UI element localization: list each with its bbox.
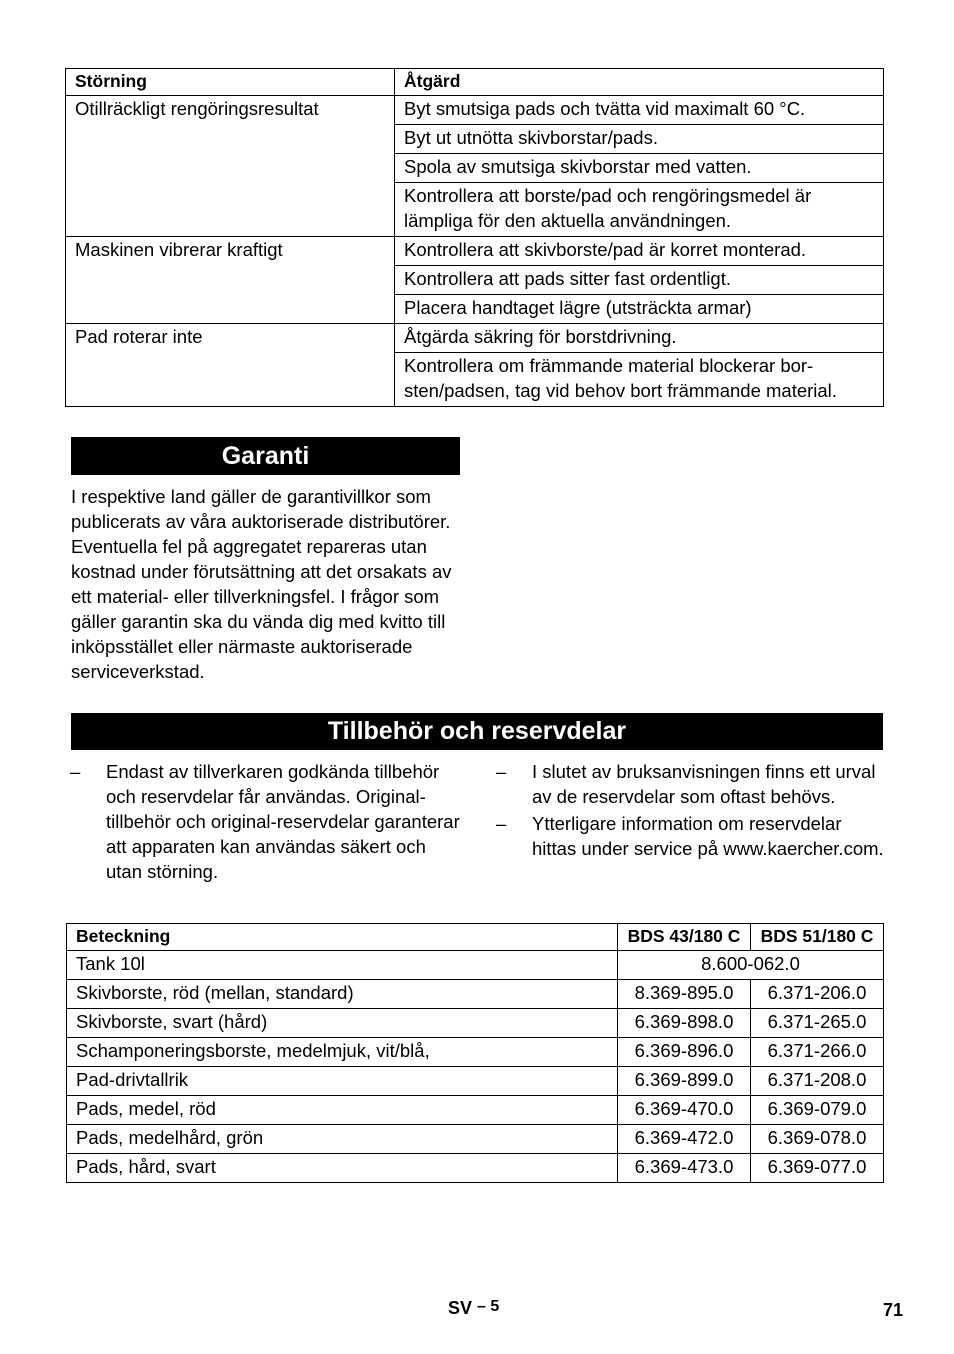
table-row	[67, 1038, 884, 1067]
part-number-cell: 6.369-472.0	[618, 1125, 751, 1154]
list-item	[494, 759, 886, 809]
part-number-cell: 6.369-896.0	[618, 1038, 751, 1067]
remedy-cell: Kontrollera att borste/pad och rengöringsmedel är lämpliga för den aktuella användningen.	[395, 183, 884, 237]
remedy-cell: Byt ut utnötta skivborstar/pads.	[395, 125, 884, 154]
table-row	[67, 980, 884, 1009]
table-row	[66, 96, 884, 125]
bullet-dash: –	[496, 813, 507, 834]
table-row	[67, 951, 884, 980]
model-1-column-header: BDS 43/180 C	[618, 924, 751, 951]
part-number-cell: 6.371-266.0	[751, 1038, 884, 1067]
footer-language: SV	[448, 1298, 473, 1318]
table-header-row	[67, 924, 884, 951]
part-number-cell: 8.369-895.0	[618, 980, 751, 1009]
part-name-cell: Skivborste, svart (hård)	[67, 1009, 618, 1038]
part-number-cell: 6.369-079.0	[751, 1096, 884, 1125]
accessories-right-list	[494, 759, 886, 863]
page-number: 71	[883, 1300, 904, 1320]
model-2-column-header: BDS 51/180 C	[751, 924, 884, 951]
accessories-left-list	[68, 759, 460, 886]
footer-section-label	[448, 1298, 499, 1319]
table-row	[66, 324, 884, 353]
part-name-cell: Pad-drivtallrik	[67, 1067, 618, 1096]
part-name-cell: Pads, medel, röd	[67, 1096, 618, 1125]
warranty-text: I respektive land gäller de garantivillkor som publicerats av våra auktoriserade distributörer. Eventuella fel på aggregatet repareras utan kostnad under förutsättning att det orsakats av ett material- eller tillverkningsfel. I frågor som gäller garantin ska du vända dig med kvitto till inköpsstället eller närmaste auktoriserade serviceverkstad.	[71, 486, 452, 682]
fault-column-header: Störning	[66, 69, 395, 96]
part-number-cell: 6.369-899.0	[618, 1067, 751, 1096]
part-number-cell: 6.369-077.0	[751, 1154, 884, 1183]
part-number-cell: 6.371-206.0	[751, 980, 884, 1009]
remedy-cell: Byt smutsiga pads och tvätta vid maximalt 60 °C.	[395, 96, 884, 125]
remedy-cell: Spola av smutsiga skivborstar med vatten.	[395, 154, 884, 183]
remedy-column-header: Åtgärd	[395, 69, 884, 96]
remedy-cell: Kontrollera att pads sitter fast ordentligt.	[395, 266, 884, 295]
part-name-cell: Pads, medelhård, grön	[67, 1125, 618, 1154]
bullet-dash: –	[496, 761, 507, 782]
table-row	[66, 237, 884, 266]
table-header-row	[66, 69, 884, 96]
name-column-header: Beteckning	[67, 924, 618, 951]
remedy-cell: Placera handtaget lägre (utsträckta armar)	[395, 295, 884, 324]
list-item-text: I slutet av bruksanvisningen finns ett urval av de reservdelar som oftast behövs.	[532, 761, 876, 807]
list-item-text: Ytterligare information om reservdelar hittas under service på www.kaercher.com.	[532, 813, 884, 859]
warranty-heading: Garanti	[71, 437, 460, 475]
remedy-cell: Kontrollera att skivborste/pad är korret monterad.	[395, 237, 884, 266]
part-name-cell: Schamponeringsborste, medelmjuk, vit/blå,	[67, 1038, 618, 1067]
part-name-cell: Skivborste, röd (mellan, standard)	[67, 980, 618, 1009]
footer-section-page: – 5	[477, 1298, 500, 1315]
table-row	[67, 1154, 884, 1183]
part-number-cell: 6.371-265.0	[751, 1009, 884, 1038]
part-number-cell: 6.369-473.0	[618, 1154, 751, 1183]
fault-cell: Maskinen vibrerar kraftigt	[66, 237, 395, 324]
list-item	[494, 811, 886, 861]
part-number-cell: 6.371-208.0	[751, 1067, 884, 1096]
part-number-cell: 6.369-898.0	[618, 1009, 751, 1038]
remedy-cell: Kontrollera om främmande material blockerar bor-sten/padsen, tag vid behov bort främmande material.	[395, 353, 884, 407]
troubleshooting-table	[65, 68, 884, 407]
bullet-dash: –	[70, 761, 81, 782]
parts-table	[66, 923, 884, 1183]
part-number-cell: 6.369-470.0	[618, 1096, 751, 1125]
part-name-cell: Pads, hård, svart	[67, 1154, 618, 1183]
fault-cell: Pad roterar inte	[66, 324, 395, 407]
part-number-cell: 8.600-062.0	[618, 951, 884, 980]
table-row	[67, 1067, 884, 1096]
list-item	[68, 759, 460, 884]
fault-cell: Otillräckligt rengöringsresultat	[66, 96, 395, 237]
list-item-text: Endast av tillverkaren godkända tillbehör och reservdelar får användas. Original-tillbehör och original-reservdelar garanterar att apparaten kan användas säkert och utan störning.	[106, 761, 460, 882]
part-number-cell: 6.369-078.0	[751, 1125, 884, 1154]
table-row	[67, 1125, 884, 1154]
remedy-cell: Åtgärda säkring för borstdrivning.	[395, 324, 884, 353]
part-name-cell: Tank 10l	[67, 951, 618, 980]
accessories-heading: Tillbehör och reservdelar	[71, 713, 883, 750]
table-row	[67, 1009, 884, 1038]
table-row	[67, 1096, 884, 1125]
